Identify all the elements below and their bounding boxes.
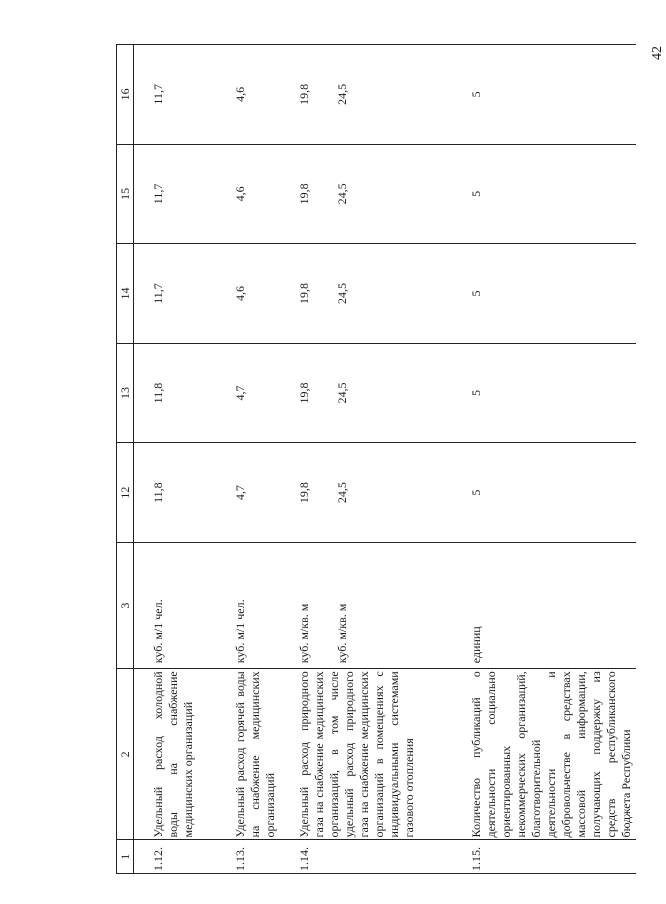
unit-value: единиц xyxy=(468,626,483,664)
value-cell xyxy=(134,343,216,443)
value-cell xyxy=(216,244,280,344)
value-cell xyxy=(452,443,636,543)
value-cell xyxy=(452,144,636,244)
value-cell xyxy=(452,343,636,443)
indicator-name: Удельный расход горячей воды на снабжение медицинских организаций xyxy=(216,669,280,840)
value-cell xyxy=(134,45,216,145)
value-cell xyxy=(280,443,452,543)
unit-of-measure xyxy=(452,542,636,668)
value-cell xyxy=(280,244,452,344)
column-number-row xyxy=(117,45,134,874)
value: 4,6 xyxy=(232,285,247,301)
value: 5 xyxy=(468,91,483,98)
value-cell xyxy=(280,45,452,145)
column-header-13: 13 xyxy=(117,343,134,443)
value-cell xyxy=(216,144,280,244)
column-header-2: 2 xyxy=(117,669,134,840)
row-number: 1.12. xyxy=(134,840,216,874)
value: 11,7 xyxy=(151,84,165,105)
value-cell xyxy=(134,144,216,244)
value: 4,6 xyxy=(232,86,247,102)
value: 5 xyxy=(468,390,483,397)
column-header-12: 12 xyxy=(117,443,134,543)
value: 19,8 xyxy=(296,183,311,205)
value: 4,7 xyxy=(232,485,247,501)
indicator-table-region xyxy=(116,44,666,874)
value: 4,7 xyxy=(232,385,247,401)
value-cell xyxy=(216,343,280,443)
value: 24,5 xyxy=(334,83,349,105)
value-cell xyxy=(452,45,636,145)
unit-value: куб. м/1 чел. xyxy=(232,599,247,664)
table-row xyxy=(280,45,452,874)
column-header-15: 15 xyxy=(117,144,134,244)
value-cell xyxy=(216,443,280,543)
value: 24,5 xyxy=(334,183,349,205)
value-cell xyxy=(216,45,280,145)
value: 5 xyxy=(468,190,483,197)
unit-of-measure xyxy=(134,542,216,668)
unit-of-measure xyxy=(280,542,452,668)
unit-value: куб. м/кв. м xyxy=(296,603,311,664)
row-number: 1.14. xyxy=(280,840,452,874)
indicator-name: Удельный расход холодной воды на снабжение медицинских организаций xyxy=(134,669,216,840)
unit-value: куб. м/1 чел. xyxy=(151,599,165,664)
page-number: 42 xyxy=(650,46,665,60)
value: 19,8 xyxy=(296,282,311,304)
value: 24,5 xyxy=(334,282,349,304)
table-row xyxy=(134,45,216,874)
value: 11,8 xyxy=(151,482,165,503)
value: 11,7 xyxy=(151,283,165,304)
value: 19,8 xyxy=(296,382,311,404)
value: 11,7 xyxy=(151,183,165,205)
column-header-16: 16 xyxy=(117,45,134,145)
column-header-14: 14 xyxy=(117,244,134,344)
column-header-3: 3 xyxy=(117,542,134,668)
unit-value: куб. м/кв. м xyxy=(334,603,349,664)
row-number: 1.13. xyxy=(216,840,280,874)
indicator-name: Количество публикаций о деятельности социально ориентированных некоммерческих организаций, благотворительной деятельности и добровольчестве в средствах массовой информации, получающих поддержку из средств республиканского бюджета Республики xyxy=(452,669,636,840)
indicator-name: Удельный расход природного газа на снабжение медицинских организаций, в том числе удельный расход природного газа на снабжение медицинских организаций в помещениях с индивидуальными системами газового отопления xyxy=(280,669,452,840)
column-header-1: 1 xyxy=(117,840,134,874)
value: 11,8 xyxy=(151,382,165,404)
value: 5 xyxy=(468,290,483,297)
value: 24,5 xyxy=(334,382,349,404)
table-row xyxy=(216,45,280,874)
value: 24,5 xyxy=(334,482,349,504)
value-cell xyxy=(280,144,452,244)
value-cell xyxy=(280,343,452,443)
table-row xyxy=(452,45,636,874)
value: 19,8 xyxy=(296,482,311,504)
value: 4,6 xyxy=(232,186,247,202)
row-number: 1.15. xyxy=(452,840,636,874)
value: 5 xyxy=(468,489,483,496)
value-cell xyxy=(452,244,636,344)
value-cell xyxy=(134,443,216,543)
value: 19,8 xyxy=(296,83,311,105)
value-cell xyxy=(134,244,216,344)
unit-of-measure xyxy=(216,542,280,668)
indicator-table xyxy=(116,44,636,874)
